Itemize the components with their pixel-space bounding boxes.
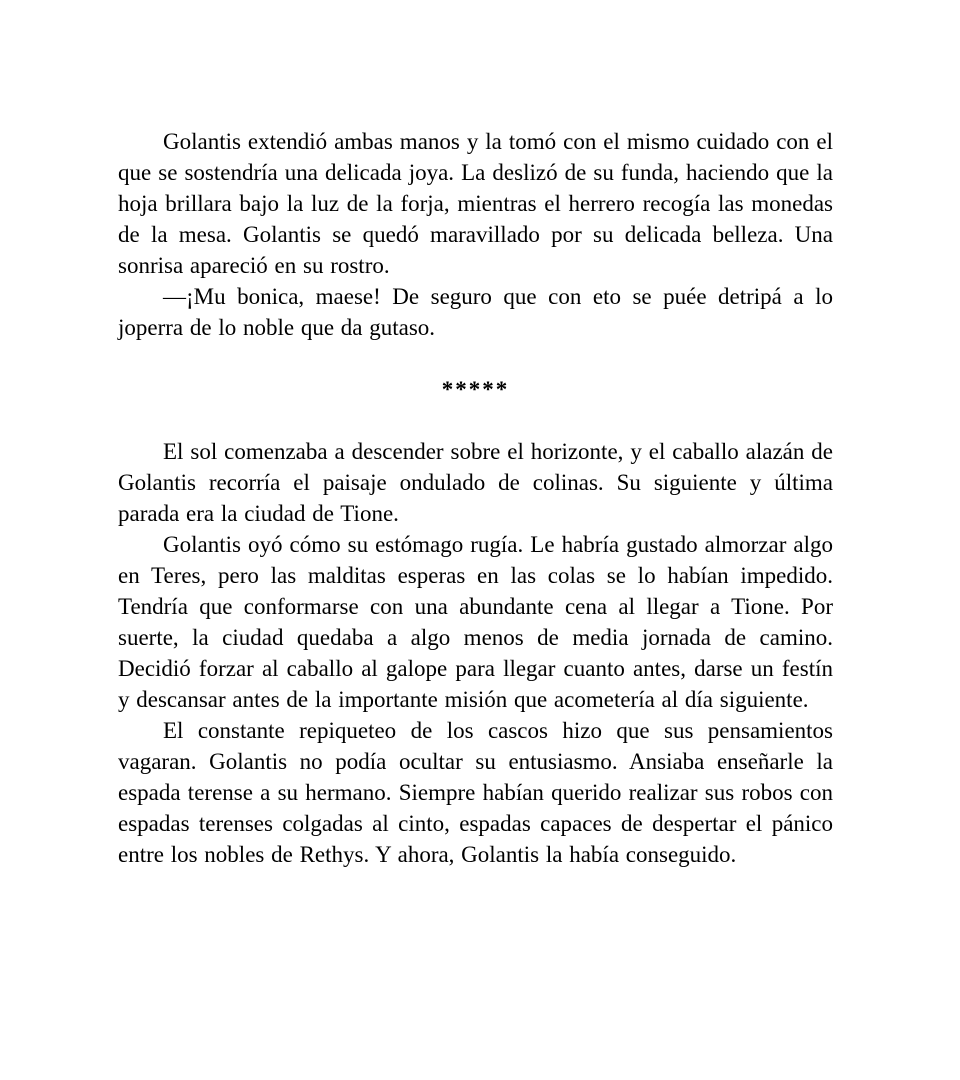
paragraph-hoofbeats: El constante repiqueteo de los cascos hizo que sus pensamientos vagaran. Golantis no podía ocultar su entusiasmo. Ansiaba enseñarle la espada terense a su hermano. Siempre habían querido realizar sus robos con espadas terenses colgadas al cinto, espadas capaces de despertar el pánico entre los nobles de Rethys. Y ahora, Golantis la había conseguido. xyxy=(118,718,833,867)
scene-separator: ***** xyxy=(441,377,510,402)
paragraph-forge-scene: Golantis extendió ambas manos y la tomó con el mismo cuidado con el que se sostendría una delicada joya. La deslizó de su funda, haciendo que la hoja brillara bajo la luz de la forja, mientras el herrero recogía las monedas de la mesa. Golantis se quedó maravillado por su delicada belleza. Una sonrisa apareció en su rostro. xyxy=(118,129,833,278)
paragraph-sunset-ride: El sol comenzaba a descender sobre el horizonte, y el caballo alazán de Golantis recorría el paisaje ondulado de colinas. Su siguiente y última parada era la ciudad de Tione. xyxy=(118,439,833,526)
paragraph-dialogue: —¡Mu bonica, maese! De seguro que con eto se puée detripá a lo joperra de lo noble que da gutaso. xyxy=(118,284,833,340)
paragraph-hunger: Golantis oyó cómo su estómago rugía. Le habría gustado almorzar algo en Teres, pero las malditas esperas en las colas se lo habían impedido. Tendría que conformarse con una abundante cena al llegar a Tione. Por suerte, la ciudad quedaba a algo menos de media jornada de camino. Decidió forzar al caballo al galope para llegar cuanto antes, darse un festín y descansar antes de la importante misión que acometería al día siguiente. xyxy=(118,532,833,712)
